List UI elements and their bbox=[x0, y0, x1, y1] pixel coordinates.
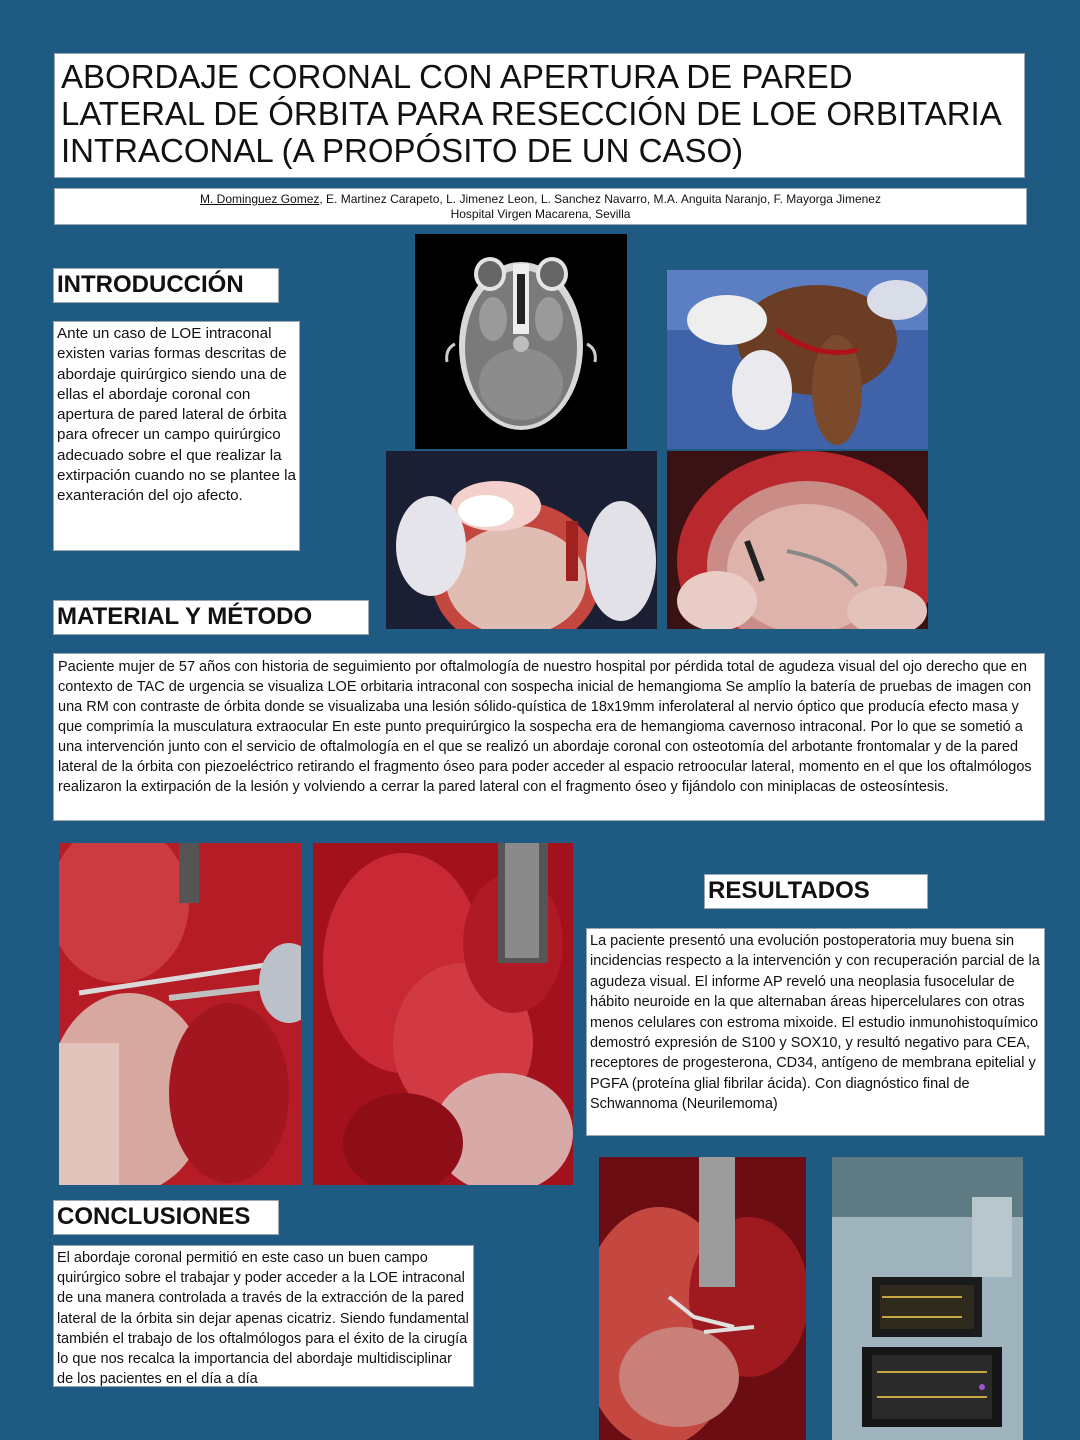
title-line-3: INTRACONAL (A PROPÓSITO DE UN CASO) bbox=[61, 132, 744, 169]
heading-material-metodo: MATERIAL Y MÉTODO bbox=[53, 600, 369, 635]
poster-title bbox=[54, 53, 1025, 178]
orbit-instruments-photo bbox=[59, 843, 301, 1185]
operating-room-graphic bbox=[832, 1157, 1023, 1440]
text-conclusiones: El abordaje coronal permitió en este caso un buen campo quirúrgico sobre el trabajar y poder acceder a la LOE intraconal de una manera controlada a través de la extracción de la pared lateral de la órbita sin dejar apenas cicatriz. Siendo fundamental también el trabajo de los oftalmólogos para el éxito de la cirugía lo que nos recalca la importancia del abordaje multidisciplinar de los pacientes en el día a día bbox=[53, 1245, 474, 1387]
scalp-flap-photo bbox=[386, 451, 657, 629]
tumor-resection-photo bbox=[313, 843, 573, 1185]
text-material-metodo: Paciente mujer de 57 años con historia de seguimiento por oftalmología de nuestro hospital por pérdida total de agudeza visual del ojo derecho que en contexto de TAC de urgencia se visualiza LOE orbitaria intraconal con sospecha inicial de hemangioma Se amplío la batería de pruebas de imagen con una RM con contraste de órbita donde se visualizaba una lesión sólido-quística de 18x19mm inferolateral al nervio óptico que producía efecto masa y que comprimía la musculatura extraocular En este punto prequirúrgico la sospecha era de hemangioma cavernoso intraconal. Por lo que se sometió a una intervención junto con el servicio de oftalmología en el que se realizó un abordaje coronal con osteotomía del arbotante frontomalar y de la pared lateral de la órbita con piezoeléctrico retirando el fragmento óseo para poder acceder al espacio retroocular lateral, momento en el que los oftalmólogos realizaron la extirpación de la lesión y volviendo a cerrar la pared lateral con el fragmento óseo y fijándolo con miniplacas de osteosíntesis. bbox=[53, 653, 1045, 821]
heading-introduccion: INTRODUCCIÓN bbox=[53, 268, 279, 303]
text-resultados: La paciente presentó una evolución postoperatoria muy buena sin incidencias respecto a la intervención y con recuperación parcial de la agudeza visual. El informe AP reveló una neoplasia fusocelular de hábito neuroide en la que alternaban áreas hipercelulares con otras menos celulares con estroma mixoide. El estudio inmunohistoquímico demostró expresión de S100 y SOX10, y resultó negativo para CEA, receptores de progesterona, CD34, antígeno de membrana epitelial y PGFA (proteína glial fibrilar ácida). Con diagnóstico final de Schwannoma (Neurilemoma) bbox=[586, 928, 1045, 1136]
operating-room-photo bbox=[832, 1157, 1023, 1440]
heading-conclusiones: CONCLUSIONES bbox=[53, 1200, 279, 1235]
coauthors: , E. Martinez Carapeto, L. Jimenez Leon, L. Sanchez Navarro, M.A. Anguita Naranjo, F. Mayorga Jimenez bbox=[319, 192, 881, 206]
incision-photo bbox=[667, 270, 928, 449]
ct-scan-graphic bbox=[415, 234, 627, 449]
authors-block bbox=[54, 188, 1027, 225]
incision-graphic bbox=[667, 270, 928, 449]
heading-resultados: RESULTADOS bbox=[704, 874, 928, 909]
tumor-resection-graphic bbox=[313, 843, 573, 1185]
author-list bbox=[55, 192, 1026, 207]
skull-exposure-photo bbox=[667, 451, 928, 629]
miniplate-fixation-graphic bbox=[599, 1157, 806, 1440]
title-line-1: ABORDAJE CORONAL CON APERTURA DE PARED bbox=[61, 58, 853, 95]
text-introduccion: Ante un caso de LOE intraconal existen varias formas descritas de abordaje quirúrgico siendo una de ellas el abordaje coronal con apertura de pared lateral de órbita para ofrecer un campo quirúrgico adecuado sobre el que realizar la extirpación cuando no se plantee la exanteración del ojo afecto. bbox=[53, 321, 300, 551]
title-line-2: LATERAL DE ÓRBITA PARA RESECCIÓN DE LOE ORBITARIA bbox=[61, 95, 1002, 132]
scalp-flap-graphic bbox=[386, 451, 657, 629]
skull-exposure-graphic bbox=[667, 451, 928, 629]
first-author: M. Dominguez Gomez bbox=[200, 192, 320, 206]
institution: Hospital Virgen Macarena, Sevilla bbox=[450, 207, 631, 221]
miniplate-fixation-photo bbox=[599, 1157, 806, 1440]
orbit-instruments-graphic bbox=[59, 843, 301, 1185]
ct-scan-image bbox=[415, 234, 627, 449]
